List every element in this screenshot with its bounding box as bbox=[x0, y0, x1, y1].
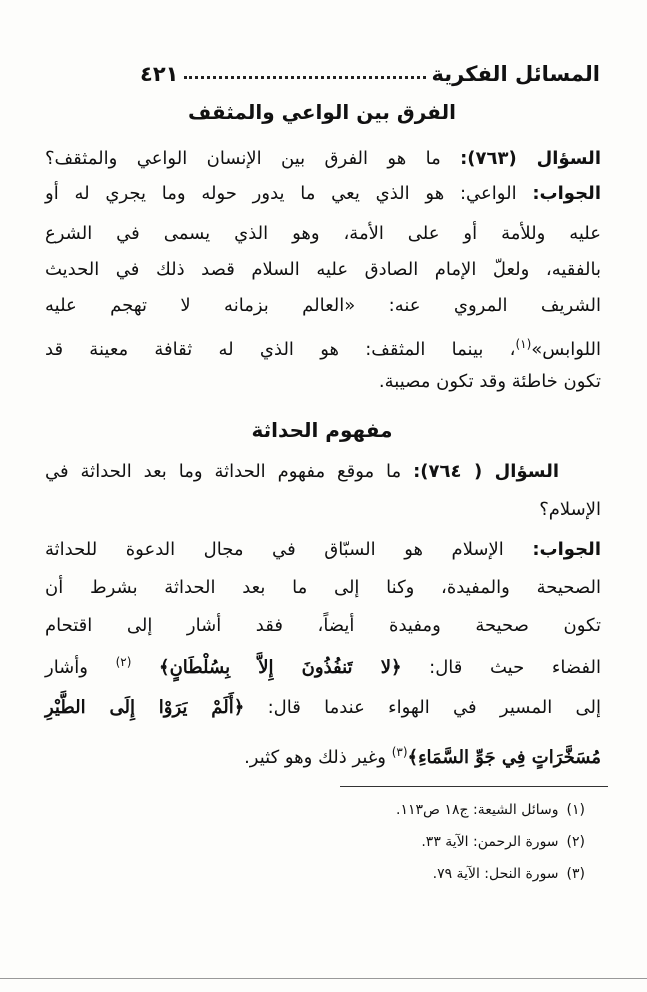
question-764 bbox=[45, 458, 559, 486]
answer-line: الفضاء حيث قال: ﴿لا تَنفُذُونَ إِلاَّ بِسُلْطَانٍ﴾ $^{(٢)}$ وأشار bbox=[45, 655, 602, 678]
section-heading-aware-vs-cultured: الفرق بين الواعي والمثقف bbox=[188, 100, 456, 124]
question-label: السؤال ( ٧٦٤): bbox=[413, 461, 559, 482]
answer-line: اللوابس»$^{(١)}$، بينما المثقف: هو الذي له ثقافة معينة قد bbox=[45, 337, 601, 360]
answer-label: الجواب: bbox=[532, 183, 601, 204]
footnote bbox=[433, 864, 585, 884]
question-text: ما هو الفرق بين الإنسان الواعي والمثقف؟ bbox=[45, 148, 461, 169]
question-763 bbox=[45, 145, 601, 173]
quran-verse: مُسَخَّرَاتٍ فِي جَوِّ السَّمَاءِ﴾ bbox=[407, 747, 601, 768]
footnote-number: (١) bbox=[566, 802, 585, 818]
question-label: السؤال (٧٦٣): bbox=[460, 148, 601, 169]
footnote-number: (٢) bbox=[566, 834, 585, 850]
answer-line: عليه وللأمة أو على الأمة، وهو الذي يسمى في الشرع bbox=[45, 223, 601, 244]
answer-line: مُسَخَّرَاتٍ فِي جَوِّ السَّمَاءِ﴾$^{(٣)}$ وغير ذلك وهو كثير. bbox=[244, 745, 601, 768]
footnote-text: وسائل الشيعة: ج١٨ ص١١٣. bbox=[396, 802, 559, 818]
answer-line: تكون خاطئة وقد تكون مصيبة. bbox=[378, 371, 601, 392]
question-text: ما موقع مفهوم الحداثة وما بعد الحداثة في bbox=[45, 461, 414, 482]
quran-verse: ﴿أَلَمْ يَرَوْا إِلَى الطَّيْرِ bbox=[45, 697, 245, 718]
question-line: الإسلام؟ bbox=[539, 499, 601, 520]
footnote-text: سورة النحل: الآية ٧٩. bbox=[432, 866, 559, 882]
answer-line: الصحيحة والمفيدة، وكنا إلى ما بعد الحداثة بشرط أن bbox=[45, 577, 601, 598]
footnote-mark: (٢) bbox=[115, 655, 132, 669]
footnote-number: (٣) bbox=[566, 866, 585, 882]
footnote bbox=[421, 832, 585, 852]
section-heading-modernity: مفهوم الحداثة bbox=[251, 418, 393, 442]
answer-label: الجواب: bbox=[532, 539, 601, 560]
answer-line: الجواب: الواعي: هو الذي يعي ما يدور حوله وما يجري له أو bbox=[45, 183, 601, 204]
footnote-mark: (١) bbox=[515, 337, 532, 351]
running-title: المسائل الفكرية bbox=[431, 62, 600, 86]
answer-line: الشريف المروي عنه: «العالم بزمانه لا تهجم عليه bbox=[45, 295, 601, 316]
leader-dots bbox=[184, 76, 425, 79]
footnote bbox=[396, 800, 585, 820]
footnote-text: سورة الرحمن: الآية ٣٣. bbox=[421, 834, 559, 850]
answer-line: الجواب: الإسلام هو السبّاق في مجال الدعوة للحداثة bbox=[45, 539, 601, 560]
answer-line: إلى المسير في الهواء عندما قال: ﴿أَلَمْ يَرَوْا إِلَى الطَّيْرِ bbox=[45, 697, 601, 718]
quran-verse: ﴿لا تَنفُذُونَ إِلاَّ بِسُلْطَانٍ﴾ bbox=[159, 657, 402, 678]
running-header bbox=[140, 52, 600, 86]
page-number: ٤٢١ bbox=[140, 62, 179, 86]
answer-line: بالفقيه، ولعلّ الإمام الصادق عليه السلام قصد ذلك في الحديث bbox=[45, 259, 601, 280]
footnote-mark: (٣) bbox=[391, 745, 408, 759]
page-edge-line bbox=[0, 978, 647, 979]
footnote-separator bbox=[340, 786, 608, 787]
answer-line: تكون صحيحة ومفيدة أيضاً، فقد أشار إلى اقتحام bbox=[45, 615, 601, 636]
